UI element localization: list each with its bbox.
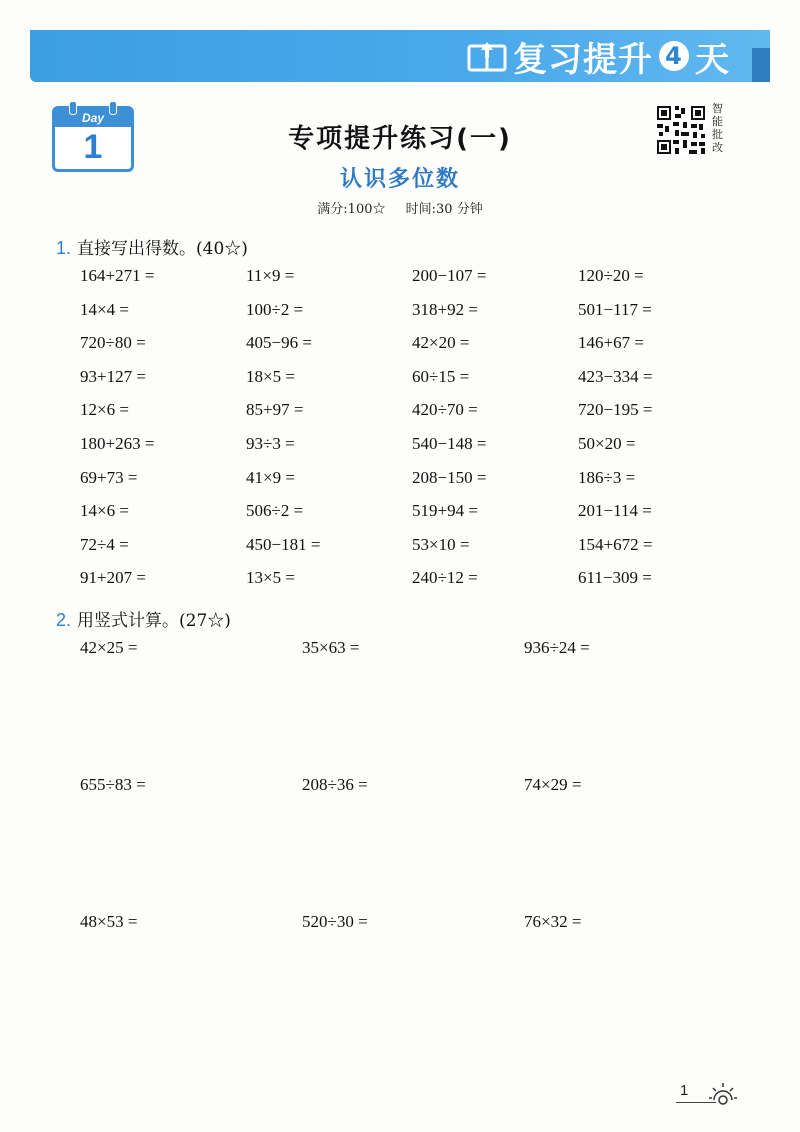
vertical-calc-problem: 655÷83 = — [80, 775, 146, 794]
math-problem: 720−195 = — [578, 400, 653, 420]
math-problem: 611−309 = — [578, 568, 652, 588]
mental-math-grid — [80, 264, 760, 600]
math-problem: 540−148 = — [412, 433, 487, 453]
math-problem: 12×6 = — [80, 400, 129, 420]
math-problem: 180+263 = — [80, 433, 155, 453]
math-problem: 318+92 = — [412, 299, 478, 319]
math-problem: 11×9 = — [246, 266, 295, 285]
banner-text: 复习提升 — [513, 39, 653, 80]
page-number: 1 — [680, 1082, 689, 1099]
math-problem: 420÷70 = — [412, 400, 478, 420]
qr-code-icon[interactable] — [655, 104, 707, 156]
day-number: 1 — [83, 128, 103, 166]
section-2-heading — [56, 606, 231, 631]
math-problem: 60÷15 = — [412, 366, 470, 386]
section-1-heading — [56, 234, 248, 259]
book-icon — [467, 38, 507, 74]
math-problem: 501−117 = — [578, 299, 652, 319]
math-problem: 91+207 = — [80, 568, 146, 588]
math-problem: 100÷2 = — [246, 299, 304, 319]
math-problem: 450−181 = — [246, 534, 321, 554]
math-problem: 720÷80 = — [80, 333, 146, 353]
vertical-calc-problem: 76×32 = — [524, 912, 582, 931]
banner-day-count: 4 — [659, 41, 689, 71]
math-problem: 14×4 = — [80, 299, 129, 319]
math-problem: 85+97 = — [246, 400, 304, 420]
math-problem: 506÷2 = — [246, 501, 304, 521]
math-problem: 50×20 = — [578, 433, 636, 453]
page-title: 专项提升练习(一) — [288, 124, 512, 154]
math-problem: 93÷3 = — [246, 433, 295, 453]
math-problem: 93+127 = — [80, 366, 146, 386]
section-2-title: 用竖式计算。(27☆) — [77, 611, 231, 631]
vertical-calc-grid — [80, 636, 760, 1047]
full-score: 满分:100☆ — [317, 202, 386, 217]
section-1-index: 1. — [56, 238, 72, 258]
page-subtitle: 认识多位数 — [339, 167, 460, 192]
qr-label: 智 能 批 改 — [712, 102, 723, 154]
banner-fold — [752, 48, 770, 82]
vertical-calc-problem: 35×63 = — [302, 638, 360, 657]
math-problem: 186÷3 = — [578, 467, 636, 487]
calendar-ring-icon — [109, 101, 117, 115]
math-problem: 41×9 = — [246, 467, 295, 487]
vertical-calc-problem: 42×25 = — [80, 638, 138, 657]
math-problem: 405−96 = — [246, 333, 312, 353]
section-1-title: 直接写出得数。(40☆) — [77, 239, 248, 259]
banner-suffix: 天 — [695, 39, 730, 80]
section-2-index: 2. — [56, 610, 72, 630]
calendar-ring-icon — [69, 101, 77, 115]
math-problem: 240÷12 = — [412, 568, 478, 588]
math-problem: 72÷4 = — [80, 534, 129, 554]
math-problem: 423−334 = — [578, 366, 653, 386]
math-problem: 53×10 = — [412, 534, 470, 554]
math-problem: 164+271 = — [80, 266, 155, 285]
sun-decoration-icon — [708, 1080, 738, 1106]
banner-title — [467, 34, 730, 78]
math-problem: 13×5 = — [246, 568, 295, 588]
math-problem: 18×5 = — [246, 366, 295, 386]
vertical-calc-problem: 74×29 = — [524, 775, 582, 794]
day-label: Day — [55, 109, 131, 127]
math-problem: 69+73 = — [80, 467, 138, 487]
math-problem: 42×20 = — [412, 333, 470, 353]
math-problem: 14×6 = — [80, 501, 129, 521]
math-problem: 120÷20 = — [578, 266, 644, 285]
vertical-calc-problem: 208÷36 = — [302, 775, 368, 794]
vertical-calc-problem: 48×53 = — [80, 912, 138, 931]
math-problem: 201−114 = — [578, 501, 652, 521]
vertical-calc-problem: 936÷24 = — [524, 638, 590, 657]
math-problem: 208−150 = — [412, 467, 487, 487]
time-limit: 时间:30 分钟 — [405, 202, 483, 217]
exam-meta — [0, 198, 800, 217]
math-problem: 146+67 = — [578, 333, 644, 353]
math-problem: 519+94 = — [412, 501, 478, 521]
vertical-calc-problem: 520÷30 = — [302, 912, 368, 931]
math-problem: 154+672 = — [578, 534, 653, 554]
math-problem: 200−107 = — [412, 266, 487, 285]
